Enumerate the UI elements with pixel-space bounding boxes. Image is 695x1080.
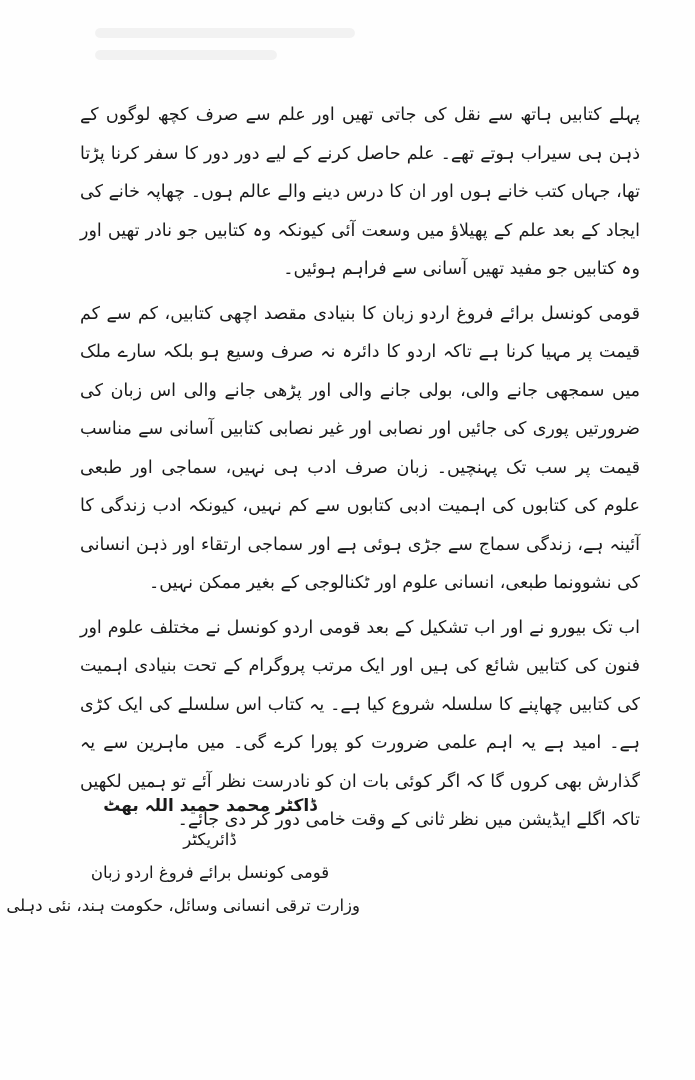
signature-block [6,790,360,922]
paragraph-3-text: اب تک بیورو نے اور اب تشکیل کے بعد قومی اردو کونسل نے مختلف علوم اور فنون کی کتابیں شائع کی ہیں اور ایک مرتب پروگرام کے تحت بنیادی اہمیت کی کتابیں چھاپنے کا سلسلہ شروع کیا ہے۔ یہ کتاب اس سلسلے کی ایک کڑی ہے۔ امید ہے یہ اہم علمی ضرورت کو پورا کرے گی۔ میں ماہرین سے یہ گذارش بھی کروں گا کہ اگر کوئی بات ان کو نادرست نظر آئے تو ہمیں لکھیں تاکہ اگلے ایڈیشن میں نظر ثانی کے وقت خامی دور کر دی جائے۔ [80,617,640,830]
signatory-name: ڈاکٹر محمد حمید اللہ بھٹ [103,796,317,816]
body-text [80,96,640,846]
paragraph-1 [80,96,640,289]
paragraph-1-text: پہلے کتابیں ہاتھ سے نقل کی جاتی تھیں اور علم سے صرف کچھ لوگوں کے ذہن ہی سیراب ہوتے تھے۔ علم حاصل کرنے کے لیے دور دور کا سفر کرنا پڑتا تھا، جہاں کتب خانے ہوں اور ان کا درس دینے والے عالم ہوں۔ چھاپہ خانے کی ایجاد کے بعد علم کے پھیلاؤ میں وسعت آئی کیونکہ وہ کتابیں جو نادر تھیں اور وہ کتابیں جو مفید تھیں آسانی سے فراہم ہوئیں۔ [80,105,640,279]
paragraph-2-text: قومی کونسل برائے فروغ اردو زبان کا بنیادی مقصد اچھی کتابیں، کم سے کم قیمت پر مہیا کرنا ہے تاکہ اردو کا دائرہ نہ صرف وسیع ہو بلکہ سارے ملک میں سمجھی جانے والی، بولی جانے والی اور پڑھی جانے والی اس زبان کی ضرورتیں پوری کی جائیں اور نصابی اور غیر نصابی کتابیں آسانی سے مناسب قیمت پر سب تک پہنچیں۔ زبان صرف ادب ہی نہیں، سماجی اور طبعی علوم کی کتابوں کی اہمیت ادبی کتابوں سے کم نہیں، کیونکہ ادب زندگی کا آئینہ ہے، زندگی سماج سے جڑی ہوئی ہے اور سماجی ارتقاء اور ذہن انسانی کی نشوونما طبعی، انسانی علوم اور ٹکنالوجی کے بغیر ممکن نہیں۔ [80,303,640,593]
paragraph-2 [80,295,640,603]
organization-name: قومی کونسل برائے فروغ اردو زبان [90,863,330,882]
ministry-name: وزارت ترقی انسانی وسائل، حکومت ہند، نئی دہلی [6,896,360,915]
signatory-title: ڈائریکٹر [183,830,237,849]
faint-header-bleedthrough [95,28,355,88]
